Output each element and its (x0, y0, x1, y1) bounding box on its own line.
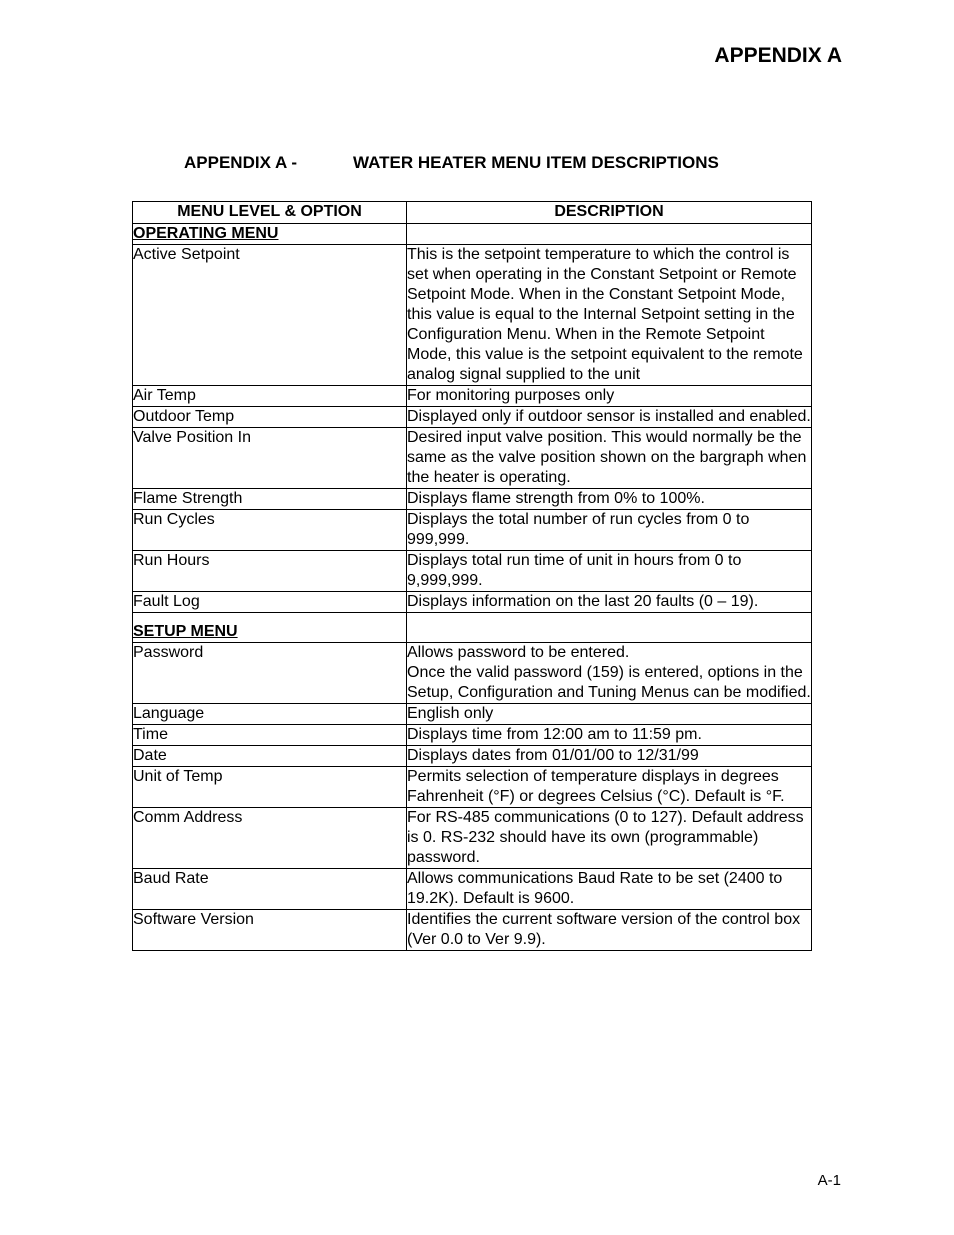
empty-cell (407, 224, 812, 245)
table-row (133, 592, 812, 613)
section-title: WATER HEATER MENU ITEM DESCRIPTIONS (353, 153, 719, 172)
menu-description: English only (407, 704, 812, 725)
group-row-operating (133, 224, 812, 245)
table-row (133, 643, 812, 704)
operating-menu-label: OPERATING MENU (133, 224, 407, 245)
menu-description: Desired input valve position. This would normally be the same as the valve position shown on the bargraph when the heater is operating. (407, 428, 812, 489)
menu-option: Fault Log (133, 592, 407, 613)
menu-option: Language (133, 704, 407, 725)
menu-option: Software Version (133, 910, 407, 951)
page-number: A-1 (817, 1172, 841, 1189)
menu-description (407, 643, 812, 704)
section-heading (184, 153, 719, 173)
table-row (133, 551, 812, 592)
menu-option: Time (133, 725, 407, 746)
menu-option: Flame Strength (133, 489, 407, 510)
table-row (133, 245, 812, 386)
menu-description: Displays dates from 01/01/00 to 12/31/99 (407, 746, 812, 767)
menu-option: Valve Position In (133, 428, 407, 489)
menu-description: Identifies the current software version of the control box (Ver 0.0 to Ver 9.9). (407, 910, 812, 951)
table-row (133, 704, 812, 725)
table-row (133, 428, 812, 489)
table-row (133, 725, 812, 746)
menu-description: For RS-485 communications (0 to 127). Default address is 0. RS-232 should have its own (programmable) password. (407, 808, 812, 869)
description-line: Allows password to be entered. (407, 644, 630, 661)
table-row (133, 489, 812, 510)
description-line: Once the valid password (159) is entered, options in the Setup, Configuration and Tuning Menus can be modified. (407, 664, 811, 701)
empty-cell (407, 613, 812, 643)
table-row (133, 910, 812, 951)
menu-description: For monitoring purposes only (407, 386, 812, 407)
table-row (133, 746, 812, 767)
table-row (133, 407, 812, 428)
menu-description: Displays time from 12:00 am to 11:59 pm. (407, 725, 812, 746)
menu-description: Allows communications Baud Rate to be set (2400 to 19.2K). Default is 9600. (407, 869, 812, 910)
section-number: APPENDIX A - (184, 153, 298, 172)
menu-option: Active Setpoint (133, 245, 407, 386)
menu-descriptions-table (132, 201, 812, 951)
menu-description: Displays total run time of unit in hours from 0 to 9,999,999. (407, 551, 812, 592)
group-row-setup (133, 613, 812, 643)
menu-option: Baud Rate (133, 869, 407, 910)
menu-description: Permits selection of temperature displays in degrees Fahrenheit (°F) or degrees Celsius (°C). Default is °F. (407, 767, 812, 808)
menu-option: Comm Address (133, 808, 407, 869)
appendix-header: APPENDIX A (714, 44, 842, 67)
column-header-option: MENU LEVEL & OPTION (133, 202, 407, 224)
menu-option: Unit of Temp (133, 767, 407, 808)
menu-option: Outdoor Temp (133, 407, 407, 428)
table-row (133, 808, 812, 869)
table-row (133, 869, 812, 910)
menu-option: Run Hours (133, 551, 407, 592)
menu-description: This is the setpoint temperature to which the control is set when operating in the Constant Setpoint or Remote Setpoint Mode. When in the Constant Setpoint Mode, this value is equal to the Internal Setpoint setting in the Configuration Menu. When in the Remote Setpoint Mode, this value is the setpoint equivalent to the remote analog signal supplied to the unit (407, 245, 812, 386)
menu-option: Password (133, 643, 407, 704)
menu-option: Date (133, 746, 407, 767)
table-row (133, 386, 812, 407)
table-row (133, 767, 812, 808)
column-header-description: DESCRIPTION (407, 202, 812, 224)
menu-description: Displays flame strength from 0% to 100%. (407, 489, 812, 510)
setup-menu-label: SETUP MENU (133, 613, 407, 643)
menu-description: Displays the total number of run cycles from 0 to 999,999. (407, 510, 812, 551)
menu-description: Displays information on the last 20 faults (0 – 19). (407, 592, 812, 613)
table-header-row (133, 202, 812, 224)
table-row (133, 510, 812, 551)
menu-description: Displayed only if outdoor sensor is installed and enabled. (407, 407, 812, 428)
menu-option: Air Temp (133, 386, 407, 407)
menu-option: Run Cycles (133, 510, 407, 551)
